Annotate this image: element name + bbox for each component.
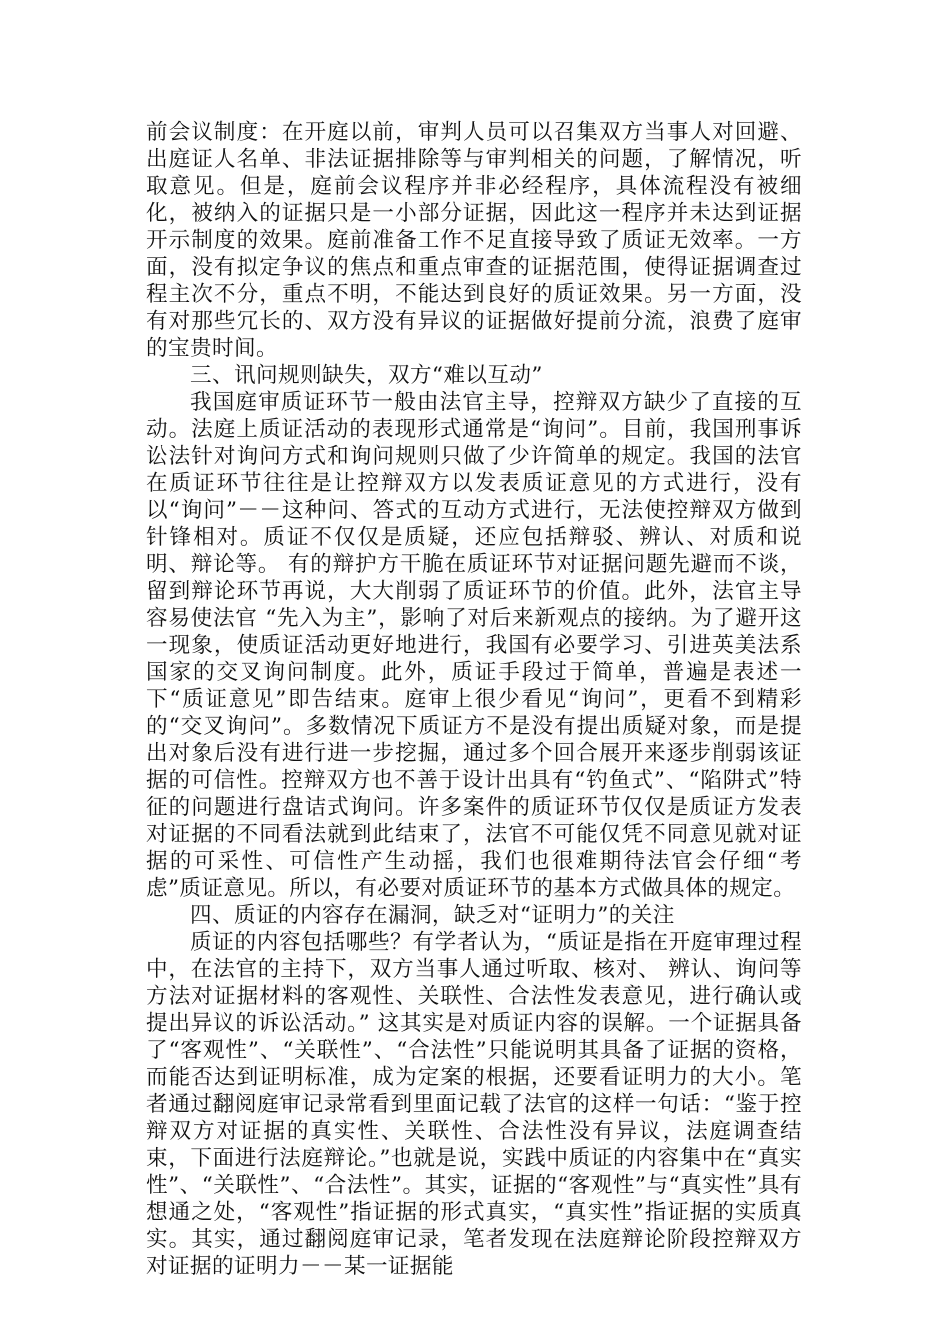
body-paragraph: 前会议制度：在开庭以前，审判人员可以召集双方当事人对回避、出庭证人名单、非法证据排除等与审判相关的问题，了解情况，听取意见。但是，庭前会议程序并非必经程序，具体流程没有被细化，被纳入的证据只是一小部分证据，因此这一程序并未达到证据开示制度的效果。庭前准备工作不足直接导致了质证无效率。一方面，没有拟定争议的焦点和重点审查的证据范围，使得证据调查过程主次不分，重点不明，不能达到良好的质证效果。另一方面，没有对那些冗长的、双方没有异议的证据做好提前分流，浪费了庭审的宝贵时间。 (146, 120, 802, 361)
section-heading: 三、讯问规则缺失，双方“难以互动” (190, 363, 543, 388)
body-paragraph: 我国庭审质证环节一般由法官主导，控辩双方缺少了直接的互动。法庭上质证活动的表现形式通常是“询问”。目前，我国刑事诉讼法针对询问方式和询问规则只做了少许简单的规定。我国的法官在质证环节往往是让控辩双方以发表质证意见的方式进行，没有以“询问”－－这种问、答式的互动方式进行，无法使控辩双方做到针锋相对。质证不仅仅是质疑，还应包括辩驳、辨认、对质和说明、辩论等。 有的辩护方干脆在质证环节对证据问题先避而不谈，留到辩论环节再说，大大削弱了质证环节的价值。此外，法官主导容易使法官 “先入为主”，影响了对后来新观点的接纳。为了避开这一现象，使质证活动更好地进行，我国有必要学习、引进英美法系国家的交叉询问制度。此外，质证手段过于简单，普遍是表述一下“质证意见”即告结束。庭审上很少看见“询问”，更看不到精彩的“交叉询问”。多数情况下质证方不是没有提出质疑对象，而是提出对象后没有进行进一步挖掘，通过多个回合展开来逐步削弱该证据的可信性。控辩双方也不善于设计出具有“钓鱼式”、“陷阱式”特征的问题进行盘诘式询问。许多案件的质证环节仅仅是质证方发表对证据的不同看法就到此结束了，法官不可能仅凭不同意见就对证据的可采性、可信性产生动摇，我们也很难期待法官会仔细“考虑”质证意见。所以，有必要对质证环节的基本方式做具体的规定。 (146, 390, 802, 901)
body-paragraph: 质证的内容包括哪些？有学者认为，“质证是指在开庭审理过程中，在法官的主持下，双方当事人通过听取、核对、 辨认、询问等方法对证据材料的客观性、关联性、合法性发表意见，进行确认或提出异议的诉讼活动。” 这其实是对质证内容的误解。一个证据具备了“客观性”、“关联性”、“合法性”只能说明其具备了证据的资格，而能否达到证明标准，成为定案的根据，还要看证明力的大小。笔者通过翻阅庭审记录常看到里面记载了法官的这样一句话：“鉴于控辩双方对证据的真实性、关联性、合法性没有异议，法庭调查结束，下面进行法庭辩论。”也就是说，实践中质证的内容集中在“真实性”、“关联性”、“合法性”。其实，证据的“客观性”与“真实性”具有想通之处，“客观性”指证据的形式真实，“真实性”指证据的实质真实。其实，通过翻阅庭审记录，笔者发现在法庭辩论阶段控辩双方对证据的证明力－－某一证据能 (146, 930, 802, 1279)
section-heading: 四、质证的内容存在漏洞，缺乏对“证明力”的关注 (190, 903, 675, 928)
document-body (146, 119, 802, 1280)
